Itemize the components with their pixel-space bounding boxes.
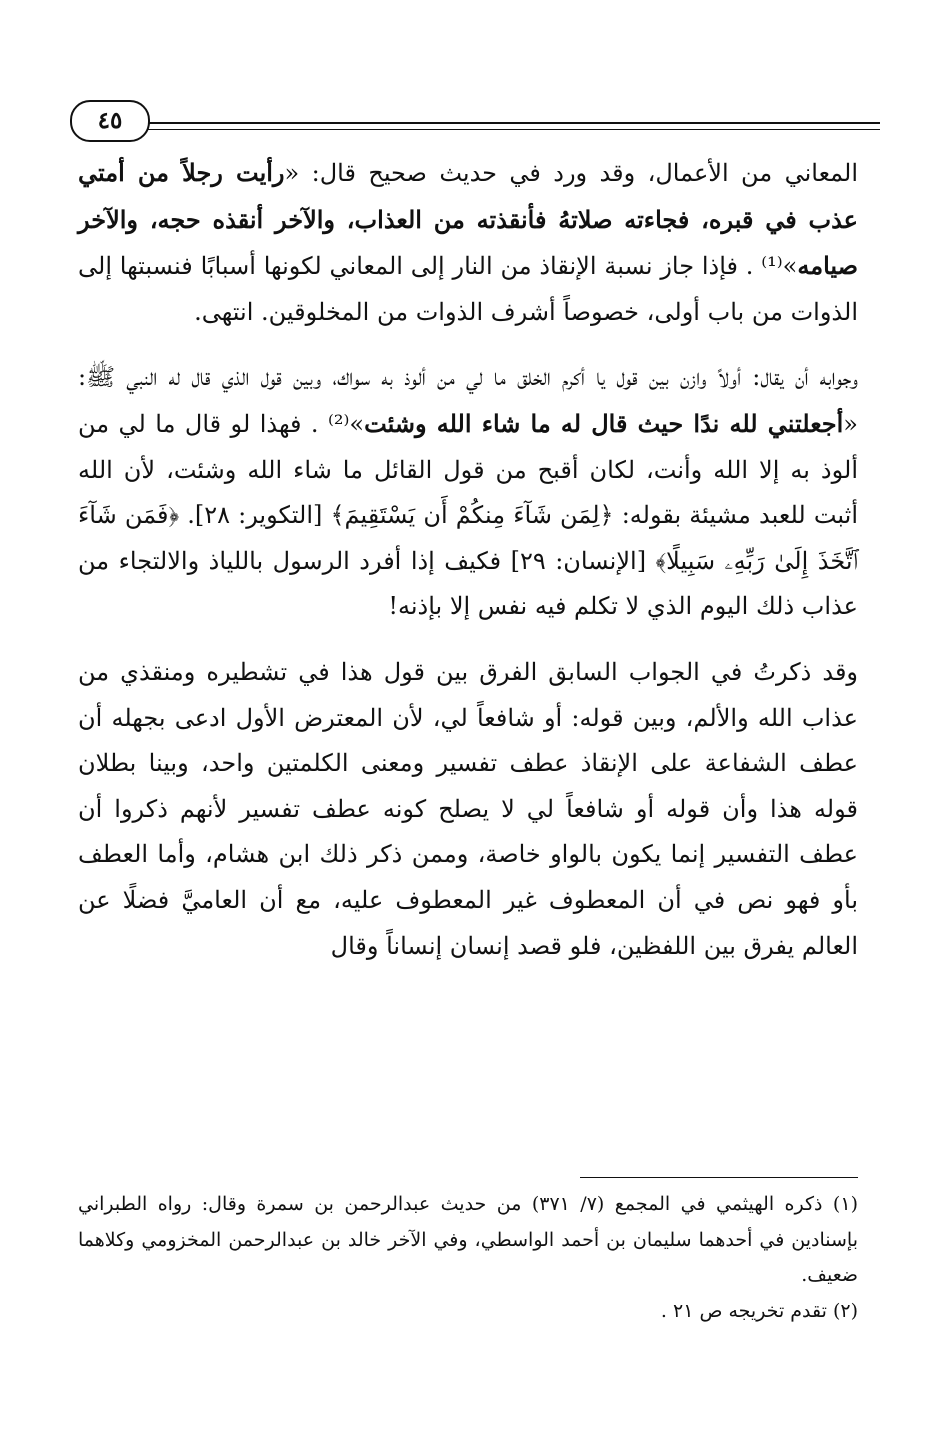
page-body [78,150,858,969]
footnote-1: (١) ذكره الهيثمي في المجمع (٧/ ٣٧١) من حديث عبدالرحمن بن سمرة وقال: رواه الطبراني بإسنادين في أحدهما سليمان بن أحمد الواسطي، وفي الآخر خالد بن عبدالرحمن المخزومي وكلاهما ضعيف. [78,1193,858,1286]
paragraph-1-text: المعاني من الأعمال، وقد ورد في حديث صحيح قال: « [284,159,858,187]
paragraph-3: وقد ذكرتُ في الجواب السابق الفرق بين قول هذا في تشطيره ومنقذي من عذاب الله والألم، وبين قوله: أو شافعاً لي، لأن المعترض الأول ادعى بجهله أن عطف الشفاعة على الإنقاذ عطف تفسير ومعنى الكلمتين واحد، وبينا بطلان قوله هذا وأن قوله أو شافعاً لي لا يصلح كونه عطف تفسير لأنهم ذكروا أن عطف التفسير إنما يكون بالواو خاصة، وممن ذكر ذلك ابن هشام، وأما العطف بأو فهو نص في أن المعطوف غير المعطوف عليه، مع أن العاميَّ فضلًا عن العالم يفرق بين اللفظين، فلو قصد إنسان إنساناً وقال [78,657,859,960]
page-header [70,100,880,140]
page-number: ٤٥ [70,100,150,142]
paragraph-2 [78,355,858,630]
paragraph-2-continued: »⁽²⁾ . فهذا لو قال ما لي من ألوذ به إلا الله وأنت، لكان أقبح من قول القائل ما شاء الله وشئت، لأن الله أثبت للعبد مشيئة بقوله: ﴿لِمَن شَآءَ مِنكُمْ أَن يَسْتَقِيمَ﴾ [التكوير: ٢٨]. ﴿فَمَن شَآءَ ٱتَّخَذَ إِلَىٰ رَبِّهِۦ سَبِيلًا﴾ [الإنسان: ٢٩] فكيف إذا أفرد الرسول باللياذ والالتجاء من عذاب ذلك اليوم الذي لا تكلم فيه نفس إلا بإذنه! [78,409,859,621]
paragraph-1 [78,150,858,335]
footnote-separator [580,1177,858,1178]
hadith-quote-1: رأيت رجلاً من أمتي عذب في قبره، فجاءته صلاتهُ فأنقذته من العذاب، والآخر أنقذه حجه، والآخر صيامه [78,158,858,281]
header-rule [140,122,880,130]
footnote-2: (٢) تقدم تخريجه ص ٢١ . [660,1299,858,1322]
footnotes [78,1187,858,1329]
paragraph-1-continued: »⁽¹⁾ . فإذا جاز نسبة الإنقاذ من النار إلى المعاني لكونها أسبابًا فنسبتها إلى الذوات من باب أولى، خصوصاً أشرف الذوات من المخلوقين. انتهى. [78,252,858,326]
paragraph-2-text: وجوابه أن يقال: أولاً وازن بين قول يا أكرم الخلق ما لي من ألوذ به سواك، وبين قول الذي قال له النبي ﷺ: « [78,363,858,438]
hadith-quote-2: أجعلتني لله ندًا حيث قال له ما شاء الله وشئت [364,408,844,438]
